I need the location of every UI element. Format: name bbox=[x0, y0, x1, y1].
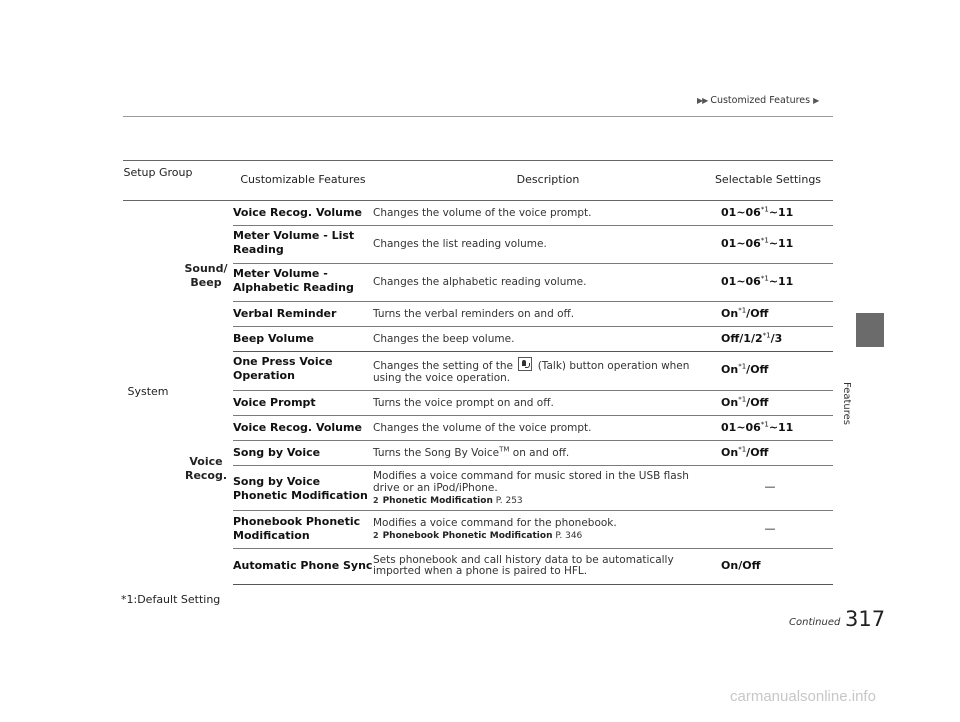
feature-description: Modifies a voice command for the phonebook. 2 Phonebook Phonetic Modification P. 346 bbox=[373, 517, 713, 542]
reference-arrow-icon: 2 bbox=[373, 496, 379, 505]
section-label: Features bbox=[841, 382, 852, 425]
setting-value: — bbox=[764, 522, 776, 535]
talk-icon bbox=[518, 357, 532, 371]
feature-name: Phonebook Phonetic Modification bbox=[233, 515, 361, 542]
setting-value: On$^{*1}$/Off bbox=[721, 362, 769, 376]
header-rule bbox=[123, 116, 833, 117]
setting-value: 01~06$^{*1}$~11 bbox=[721, 236, 794, 250]
feature-description: Changes the volume of the voice prompt. bbox=[373, 422, 592, 434]
feature-name: Voice Recog. Volume bbox=[233, 206, 362, 219]
cross-reference[interactable]: 2 Phonetic Modification P. 253 bbox=[373, 496, 523, 506]
feature-description: Sets phonebook and call history data to be automatically imported when a phone is paired to HFL. bbox=[373, 554, 674, 577]
feature-description: Changes the list reading volume. bbox=[373, 238, 547, 250]
feature-name: Meter Volume - Alphabetic Reading bbox=[233, 267, 354, 294]
setting-value: 01~06$^{*1}$~11 bbox=[721, 274, 794, 288]
col-header-features: Customizable Features bbox=[240, 173, 366, 186]
feature-name: Voice Prompt bbox=[233, 396, 316, 409]
table-row bbox=[233, 440, 833, 466]
table-row bbox=[233, 263, 833, 302]
feature-description: Changes the setting of the (Talk) button operation when using the voice operation. bbox=[373, 357, 713, 384]
setting-value: — bbox=[764, 480, 776, 493]
feature-name: One Press Voice Operation bbox=[233, 355, 333, 382]
setting-value: On$^{*1}$/Off bbox=[721, 306, 769, 320]
feature-name: Verbal Reminder bbox=[233, 307, 337, 320]
breadcrumb-label: Customized Features bbox=[710, 95, 811, 106]
feature-description: Changes the alphabetic reading volume. bbox=[373, 276, 587, 288]
feature-name: Beep Volume bbox=[233, 332, 315, 345]
double-arrow-icon: ▶▶ bbox=[697, 96, 708, 105]
subgroup-label: Voice Recog. bbox=[184, 455, 228, 482]
table-row bbox=[233, 301, 833, 327]
reference-arrow-icon: 2 bbox=[373, 531, 379, 540]
table-row bbox=[233, 390, 833, 416]
footnote: *1:Default Setting bbox=[121, 593, 221, 606]
feature-description: Changes the volume of the voice prompt. bbox=[373, 207, 592, 219]
feature-description: Changes the beep volume. bbox=[373, 333, 515, 345]
feature-description: Turns the Song By Voice™ on and off. bbox=[373, 445, 570, 459]
feature-description: Turns the verbal reminders on and off. bbox=[373, 308, 575, 320]
table-row bbox=[233, 326, 833, 352]
table-row bbox=[233, 548, 833, 585]
subgroup-label: Sound/ Beep bbox=[184, 262, 228, 289]
setting-value: 01~06$^{*1}$~11 bbox=[721, 420, 794, 434]
feature-name: Meter Volume - List Reading bbox=[233, 229, 355, 256]
col-header-settings: Selectable Settings bbox=[714, 173, 822, 186]
table-row bbox=[233, 225, 833, 264]
setting-value: On$^{*1}$/Off bbox=[721, 445, 769, 459]
page-number: 317 bbox=[845, 607, 886, 631]
feature-name: Voice Recog. Volume bbox=[233, 421, 362, 434]
setting-value: Off/1/2$^{*1}$/3 bbox=[721, 331, 783, 345]
feature-name: Automatic Phone Sync bbox=[233, 559, 373, 572]
setting-value: 01~06$^{*1}$~11 bbox=[721, 205, 794, 219]
table-row bbox=[233, 415, 833, 441]
feature-description: Modifies a voice command for music stored in the USB flash drive or an iPod/iPhone. 2 Phonetic Modification P. 253 bbox=[373, 470, 713, 507]
col-header-group: Setup Group bbox=[123, 166, 193, 179]
table-row bbox=[233, 351, 833, 391]
feature-name: Song by Voice Phonetic Modification bbox=[233, 475, 368, 502]
group-label: System bbox=[127, 385, 169, 398]
setting-value: On$^{*1}$/Off bbox=[721, 395, 769, 409]
watermark: carmanualsonline.info bbox=[730, 688, 876, 705]
feature-name: Song by Voice bbox=[233, 446, 321, 459]
feature-description: Turns the voice prompt on and off. bbox=[373, 397, 554, 409]
section-tab bbox=[856, 313, 884, 347]
setting-value: On/Off bbox=[721, 559, 761, 572]
table-row bbox=[233, 510, 833, 549]
arrow-icon: ▶ bbox=[813, 96, 820, 105]
table-row bbox=[233, 465, 833, 511]
col-header-description: Description bbox=[516, 173, 580, 186]
table-row bbox=[233, 200, 833, 226]
breadcrumb bbox=[697, 95, 819, 106]
continued-label: Continued bbox=[789, 617, 841, 628]
table-header bbox=[123, 160, 833, 201]
cross-reference[interactable]: 2 Phonebook Phonetic Modification P. 346 bbox=[373, 531, 583, 541]
